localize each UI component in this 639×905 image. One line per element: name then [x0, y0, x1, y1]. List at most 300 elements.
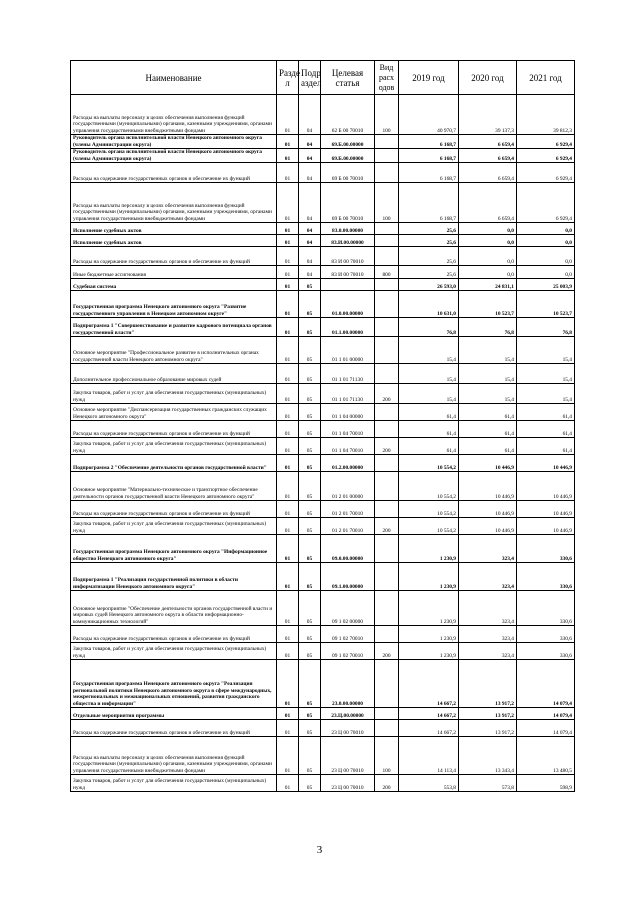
- budget-table-sheet: [70, 60, 574, 792]
- table-row: [71, 149, 575, 163]
- table-row: [71, 163, 575, 183]
- cell-podrazdel: 05: [299, 404, 321, 421]
- cell-podrazdel: 05: [299, 720, 321, 737]
- cell-razdel: 01: [277, 135, 299, 149]
- cell-2021: 14 079,4: [517, 720, 575, 737]
- cell-podrazdel: 05: [299, 291, 321, 318]
- cell-razdel: 01: [277, 421, 299, 438]
- cell-name: Руководитель органа исполнительной власти Ненецкого автономного округа (члены Администрации округа): [71, 149, 277, 163]
- cell-razdel: 01: [277, 535, 299, 563]
- table-row: [71, 708, 575, 720]
- table-row: [71, 364, 575, 384]
- cell-2020: 10 446,9: [459, 472, 517, 501]
- table-row: [71, 626, 575, 643]
- cell-name: Закупка товаров, работ и услуг для обеспечения государственных (муниципальных) нужд: [71, 643, 277, 660]
- cell-razdel: 01: [277, 501, 299, 518]
- cell-name: Руководитель органа исполнительной власти Ненецкого автономного округа (члены Администрации округа): [71, 135, 277, 149]
- cell-name: Расходы на содержание государственных органов и обеспечение их функций: [71, 626, 277, 643]
- cell-name: Судебная система: [71, 279, 277, 291]
- table-row: [71, 247, 575, 266]
- cell-2019: 1 230,9: [399, 535, 459, 563]
- cell-2020: 15,4: [459, 337, 517, 364]
- cell-target: 09 1 02 00000: [321, 591, 375, 626]
- cell-2020: 0,0: [459, 247, 517, 266]
- cell-podrazdel: 05: [299, 337, 321, 364]
- cell-razdel: 01: [277, 404, 299, 421]
- table-row: [71, 135, 575, 149]
- table-row: [71, 266, 575, 279]
- cell-target: 62 Б 00 70010: [321, 95, 375, 135]
- cell-razdel: 01: [277, 591, 299, 626]
- cell-2021: 15,4: [517, 337, 575, 364]
- cell-vid: 800: [375, 266, 399, 279]
- table-row: [71, 472, 575, 501]
- cell-2019: 15,4: [399, 384, 459, 404]
- cell-2021: 6 929,4: [517, 183, 575, 223]
- cell-name: Основное мероприятие "Диспансеризация государственных гражданских служащих Ненецкого автономного округа": [71, 404, 277, 421]
- cell-target: 09 1 02 70010: [321, 626, 375, 643]
- cell-name: Государственная программа Ненецкого автономного округа "Развитие государственного управления в Ненецком автономном округе": [71, 291, 277, 318]
- cell-2021: 330,6: [517, 535, 575, 563]
- table-body: [71, 95, 575, 792]
- cell-razdel: 01: [277, 455, 299, 472]
- cell-podrazdel: 05: [299, 563, 321, 591]
- cell-vid: [375, 720, 399, 737]
- cell-2020: 61,4: [459, 421, 517, 438]
- cell-podrazdel: 05: [299, 455, 321, 472]
- cell-razdel: 01: [277, 438, 299, 455]
- cell-razdel: 01: [277, 626, 299, 643]
- cell-2019: 1 230,9: [399, 643, 459, 660]
- cell-podrazdel: 04: [299, 223, 321, 235]
- table-row: [71, 384, 575, 404]
- cell-vid: 200: [375, 775, 399, 792]
- cell-name: Закупка товаров, работ и услуг для обеспечения государственных (муниципальных) нужд: [71, 438, 277, 455]
- table-row: [71, 535, 575, 563]
- cell-razdel: 01: [277, 737, 299, 775]
- cell-target: 01 1 01 71130: [321, 364, 375, 384]
- cell-razdel: 01: [277, 149, 299, 163]
- cell-2020: 0,0: [459, 223, 517, 235]
- cell-2021: 10 446,9: [517, 472, 575, 501]
- cell-vid: [375, 455, 399, 472]
- cell-target: 69.Б.00.00000: [321, 135, 375, 149]
- cell-2019: 76,8: [399, 318, 459, 337]
- cell-podrazdel: 05: [299, 535, 321, 563]
- cell-vid: 100: [375, 737, 399, 775]
- cell-2020: 24 831,1: [459, 279, 517, 291]
- cell-podrazdel: 05: [299, 708, 321, 720]
- cell-2021: 61,4: [517, 438, 575, 455]
- cell-vid: [375, 135, 399, 149]
- cell-2019: 40 970,7: [399, 95, 459, 135]
- cell-target: 69 Б 00 70010: [321, 183, 375, 223]
- cell-2019: 25,6: [399, 266, 459, 279]
- cell-2020: 6 659,4: [459, 163, 517, 183]
- cell-2019: 25,6: [399, 223, 459, 235]
- header-2020: 2020 год: [459, 61, 517, 95]
- cell-2021: 14 079,4: [517, 660, 575, 708]
- cell-podrazdel: 05: [299, 518, 321, 535]
- cell-2021: 10 523,7: [517, 291, 575, 318]
- cell-2019: 14 667,2: [399, 708, 459, 720]
- cell-2019: 1 230,9: [399, 563, 459, 591]
- cell-podrazdel: 05: [299, 643, 321, 660]
- cell-name: Дополнительное профессиональное образование мировых судей: [71, 364, 277, 384]
- header-2021: 2021 год: [517, 61, 575, 95]
- cell-name: Исполнение судебных актов: [71, 223, 277, 235]
- cell-2020: 39 137,3: [459, 95, 517, 135]
- cell-vid: 200: [375, 438, 399, 455]
- cell-vid: [375, 501, 399, 518]
- cell-target: 01 2 01 70010: [321, 501, 375, 518]
- cell-name: Подпрограмма 2 "Обеспечение деятельности органов государственной власти": [71, 455, 277, 472]
- cell-podrazdel: 05: [299, 384, 321, 404]
- cell-target: 83 И 00 70010: [321, 266, 375, 279]
- cell-2020: 0,0: [459, 235, 517, 247]
- cell-2020: 13 917,2: [459, 720, 517, 737]
- cell-2021: 0,0: [517, 247, 575, 266]
- cell-podrazdel: 05: [299, 626, 321, 643]
- cell-target: 69 Б 00 70010: [321, 163, 375, 183]
- cell-name: Расходы на содержание государственных органов и обеспечение их функций: [71, 163, 277, 183]
- cell-razdel: 01: [277, 223, 299, 235]
- table-row: [71, 720, 575, 737]
- cell-target: 23.0.00.00000: [321, 660, 375, 708]
- cell-2020: 6 659,4: [459, 183, 517, 223]
- cell-name: Расходы на выплаты персоналу в целях обеспечения выполнения функций государственными (муниципальными) органами, казенными учреждениями, органами управления государственными внебюджетными фондами: [71, 183, 277, 223]
- cell-2020: 0,0: [459, 266, 517, 279]
- cell-target: 01 1 04 00000: [321, 404, 375, 421]
- cell-2019: 14 667,2: [399, 720, 459, 737]
- cell-vid: [375, 163, 399, 183]
- cell-target: 69.Б.00.00000: [321, 149, 375, 163]
- cell-vid: [375, 235, 399, 247]
- cell-2021: 10 446,9: [517, 518, 575, 535]
- cell-2021: 10 446,9: [517, 455, 575, 472]
- cell-target: 23 Ц 00 70010: [321, 737, 375, 775]
- cell-2021: 6 929,4: [517, 149, 575, 163]
- cell-vid: [375, 279, 399, 291]
- cell-target: 83.0.00.00000: [321, 223, 375, 235]
- cell-vid: [375, 563, 399, 591]
- cell-2021: 14 079,4: [517, 708, 575, 720]
- cell-2020: 10 446,9: [459, 518, 517, 535]
- table-row: [71, 501, 575, 518]
- cell-target: 01 1 01 71130: [321, 384, 375, 404]
- cell-podrazdel: 04: [299, 235, 321, 247]
- cell-target: 01 2 01 70010: [321, 518, 375, 535]
- table-row: [71, 318, 575, 337]
- cell-2019: 14 667,2: [399, 660, 459, 708]
- cell-vid: [375, 364, 399, 384]
- cell-2020: 6 659,4: [459, 149, 517, 163]
- cell-podrazdel: 05: [299, 775, 321, 792]
- cell-2020: 61,4: [459, 404, 517, 421]
- cell-2021: 330,6: [517, 643, 575, 660]
- cell-target: 01 1 04 70010: [321, 421, 375, 438]
- cell-2021: 330,6: [517, 626, 575, 643]
- cell-target: 01.2.00.00000: [321, 455, 375, 472]
- cell-vid: [375, 318, 399, 337]
- cell-podrazdel: 04: [299, 135, 321, 149]
- cell-name: Иные бюджетные ассигнования: [71, 266, 277, 279]
- budget-table: [70, 60, 575, 792]
- cell-2019: 15,4: [399, 337, 459, 364]
- cell-2021: 0,0: [517, 235, 575, 247]
- table-row: [71, 643, 575, 660]
- table-row: [71, 775, 575, 792]
- cell-razdel: 01: [277, 95, 299, 135]
- table-header-row: [71, 61, 575, 95]
- table-row: [71, 279, 575, 291]
- header-razdel: Разде л: [277, 61, 299, 95]
- cell-vid: [375, 535, 399, 563]
- table-row: [71, 518, 575, 535]
- cell-2019: 1 230,9: [399, 591, 459, 626]
- cell-target: 01.0.00.00000: [321, 291, 375, 318]
- cell-2021: 39 812,3: [517, 95, 575, 135]
- cell-target: 01 2 01 00000: [321, 472, 375, 501]
- cell-2021: 13 480,5: [517, 737, 575, 775]
- cell-target: 23 Ц 00 70010: [321, 775, 375, 792]
- cell-podrazdel: 05: [299, 438, 321, 455]
- cell-target: 09 1 02 70010: [321, 643, 375, 660]
- cell-razdel: 01: [277, 660, 299, 708]
- cell-podrazdel: 05: [299, 591, 321, 626]
- header-target: Целевая статья: [321, 61, 375, 95]
- table-row: [71, 183, 575, 223]
- cell-podrazdel: 05: [299, 737, 321, 775]
- cell-2019: 14 113,4: [399, 737, 459, 775]
- cell-2019: 10 554,2: [399, 455, 459, 472]
- cell-2019: 61,4: [399, 404, 459, 421]
- cell-podrazdel: 04: [299, 266, 321, 279]
- cell-2019: 553,8: [399, 775, 459, 792]
- cell-2020: 76,8: [459, 318, 517, 337]
- cell-vid: [375, 708, 399, 720]
- table-row: [71, 563, 575, 591]
- page-number: 3: [316, 844, 323, 856]
- cell-2020: 323,4: [459, 563, 517, 591]
- table-row: [71, 421, 575, 438]
- cell-razdel: 01: [277, 563, 299, 591]
- header-vid: Вид расх одов: [375, 61, 399, 95]
- cell-vid: 200: [375, 643, 399, 660]
- table-row: [71, 591, 575, 626]
- cell-target: 01.1.00.00000: [321, 318, 375, 337]
- table-row: [71, 223, 575, 235]
- cell-podrazdel: 04: [299, 163, 321, 183]
- cell-razdel: 01: [277, 472, 299, 501]
- cell-podrazdel: 04: [299, 95, 321, 135]
- cell-2021: 25 003,9: [517, 279, 575, 291]
- cell-2019: 25,6: [399, 247, 459, 266]
- cell-name: Расходы на выплаты персоналу в целях обеспечения выполнения функций государственными (муниципальными) органами, казенными учреждениями, органами управления государственными внебюджетными фондами: [71, 95, 277, 135]
- cell-target: 83.И.00.00000: [321, 235, 375, 247]
- cell-razdel: 01: [277, 775, 299, 792]
- cell-name: Подпрограмма 1 "Реализация государственной политики в области информатизации Ненецкого автономного округа": [71, 563, 277, 591]
- cell-razdel: 01: [277, 643, 299, 660]
- cell-2020: 10 446,9: [459, 455, 517, 472]
- cell-razdel: 01: [277, 279, 299, 291]
- cell-vid: [375, 247, 399, 266]
- cell-podrazdel: 05: [299, 472, 321, 501]
- cell-2020: 323,4: [459, 626, 517, 643]
- table-row: [71, 438, 575, 455]
- cell-2021: 61,4: [517, 404, 575, 421]
- cell-podrazdel: 05: [299, 660, 321, 708]
- cell-razdel: 01: [277, 163, 299, 183]
- cell-podrazdel: 04: [299, 247, 321, 266]
- table-row: [71, 95, 575, 135]
- cell-2019: 6 168,7: [399, 135, 459, 149]
- header-2019: 2019 год: [399, 61, 459, 95]
- cell-name: Основное мероприятие "Обеспечение деятельности органов государственной власти и мировых судей Ненецкого автономного округа в области информационно-коммуникационных технологий": [71, 591, 277, 626]
- header-podrazdel: Подр аздел: [299, 61, 321, 95]
- cell-2020: 6 659,4: [459, 135, 517, 149]
- cell-target: 01 1 04 70010: [321, 438, 375, 455]
- cell-2020: 573,8: [459, 775, 517, 792]
- cell-2019: 1 230,9: [399, 626, 459, 643]
- cell-2020: 323,4: [459, 643, 517, 660]
- cell-name: Закупка товаров, работ и услуг для обеспечения государственных (муниципальных) нужд: [71, 384, 277, 404]
- cell-razdel: 01: [277, 247, 299, 266]
- cell-vid: [375, 591, 399, 626]
- cell-razdel: 01: [277, 318, 299, 337]
- cell-target: 09.1.00.00000: [321, 563, 375, 591]
- cell-2019: 6 168,7: [399, 183, 459, 223]
- cell-target: [321, 279, 375, 291]
- cell-vid: [375, 626, 399, 643]
- cell-podrazdel: 05: [299, 421, 321, 438]
- cell-name: Государственная программа Ненецкого автономного округа "Информационное общество Ненецкого автономного округа": [71, 535, 277, 563]
- table-row: [71, 404, 575, 421]
- cell-vid: [375, 149, 399, 163]
- cell-razdel: 01: [277, 518, 299, 535]
- table-row: [71, 737, 575, 775]
- cell-2020: 10 523,7: [459, 291, 517, 318]
- cell-razdel: 01: [277, 364, 299, 384]
- cell-2019: 10 554,2: [399, 472, 459, 501]
- cell-2021: 330,6: [517, 591, 575, 626]
- table-row: [71, 455, 575, 472]
- cell-2021: 15,4: [517, 364, 575, 384]
- cell-podrazdel: 04: [299, 183, 321, 223]
- cell-2021: 6 929,4: [517, 163, 575, 183]
- cell-2019: 15,4: [399, 364, 459, 384]
- cell-razdel: 01: [277, 720, 299, 737]
- cell-2019: 10 554,2: [399, 501, 459, 518]
- cell-podrazdel: 05: [299, 501, 321, 518]
- cell-razdel: 01: [277, 235, 299, 247]
- cell-2020: 323,4: [459, 535, 517, 563]
- cell-vid: 200: [375, 518, 399, 535]
- cell-razdel: 01: [277, 183, 299, 223]
- cell-2021: 598,9: [517, 775, 575, 792]
- cell-target: 23 Ц 00 70010: [321, 720, 375, 737]
- cell-podrazdel: 05: [299, 364, 321, 384]
- cell-vid: 100: [375, 95, 399, 135]
- cell-2019: 10 554,2: [399, 518, 459, 535]
- table-row: [71, 291, 575, 318]
- cell-2021: 0,0: [517, 223, 575, 235]
- cell-target: 23.Ц.00.00000: [321, 708, 375, 720]
- cell-vid: [375, 404, 399, 421]
- cell-target: 83 И 00 70010: [321, 247, 375, 266]
- cell-name: Расходы на содержание государственных органов и обеспечение их функций: [71, 501, 277, 518]
- cell-2020: 10 446,9: [459, 501, 517, 518]
- cell-razdel: 01: [277, 337, 299, 364]
- header-name: Наименование: [71, 61, 277, 95]
- cell-podrazdel: 04: [299, 149, 321, 163]
- cell-target: 09.0.00.00000: [321, 535, 375, 563]
- cell-razdel: 01: [277, 708, 299, 720]
- table-row: [71, 235, 575, 247]
- cell-name: Закупка товаров, работ и услуг для обеспечения государственных (муниципальных) нужд: [71, 518, 277, 535]
- cell-vid: [375, 291, 399, 318]
- cell-2020: 15,4: [459, 364, 517, 384]
- cell-2019: 25,6: [399, 235, 459, 247]
- cell-2020: 323,4: [459, 591, 517, 626]
- cell-razdel: 01: [277, 384, 299, 404]
- cell-podrazdel: 05: [299, 318, 321, 337]
- cell-target: 01 1 01 00000: [321, 337, 375, 364]
- cell-name: Расходы на содержание государственных органов и обеспечение их функций: [71, 421, 277, 438]
- cell-2021: 15,4: [517, 384, 575, 404]
- cell-2020: 15,4: [459, 384, 517, 404]
- cell-razdel: 01: [277, 266, 299, 279]
- cell-name: Исполнение судебных актов: [71, 235, 277, 247]
- cell-2020: 13 343,4: [459, 737, 517, 775]
- table-row: [71, 337, 575, 364]
- cell-2019: 6 168,7: [399, 149, 459, 163]
- cell-2020: 61,4: [459, 438, 517, 455]
- cell-vid: [375, 421, 399, 438]
- cell-vid: [375, 223, 399, 235]
- cell-2021: 330,6: [517, 563, 575, 591]
- cell-2019: 61,4: [399, 421, 459, 438]
- cell-2019: 61,4: [399, 438, 459, 455]
- cell-vid: [375, 660, 399, 708]
- cell-2021: 6 929,4: [517, 135, 575, 149]
- cell-2021: 76,8: [517, 318, 575, 337]
- table-row: [71, 660, 575, 708]
- cell-2020: 13 917,2: [459, 708, 517, 720]
- cell-vid: [375, 472, 399, 501]
- cell-2021: 61,4: [517, 421, 575, 438]
- cell-2021: 0,0: [517, 266, 575, 279]
- cell-name: Закупка товаров, работ и услуг для обеспечения государственных (муниципальных) нужд: [71, 775, 277, 792]
- cell-name: Основное мероприятие "Профессиональное развитие в исполнительных органах государственной власти Ненецкого автономного округа": [71, 337, 277, 364]
- cell-podrazdel: 05: [299, 279, 321, 291]
- cell-2019: 26 593,0: [399, 279, 459, 291]
- cell-2021: 10 446,9: [517, 501, 575, 518]
- cell-name: Расходы на содержание государственных органов и обеспечение их функций: [71, 720, 277, 737]
- cell-name: Подпрограмма 1 "Совершенствование и развитие кадрового потенциала органов государственной власти": [71, 318, 277, 337]
- cell-name: Отдельные мероприятия программы: [71, 708, 277, 720]
- cell-2019: 6 168,7: [399, 163, 459, 183]
- cell-vid: 100: [375, 183, 399, 223]
- cell-vid: [375, 337, 399, 364]
- cell-2019: 10 631,0: [399, 291, 459, 318]
- cell-name: Расходы на содержание государственных органов и обеспечение их функций: [71, 247, 277, 266]
- cell-razdel: 01: [277, 291, 299, 318]
- cell-name: Основное мероприятие "Материально-техническое и транспортное обеспечение деятельности органов государственной власти Ненецкого автономного округа": [71, 472, 277, 501]
- cell-2020: 13 917,2: [459, 660, 517, 708]
- cell-name: Расходы на выплаты персоналу в целях обеспечения выполнения функций государственными (муниципальными) органами, казенными учреждениями, органами управления государственными внебюджетными фондами: [71, 737, 277, 775]
- cell-vid: 200: [375, 384, 399, 404]
